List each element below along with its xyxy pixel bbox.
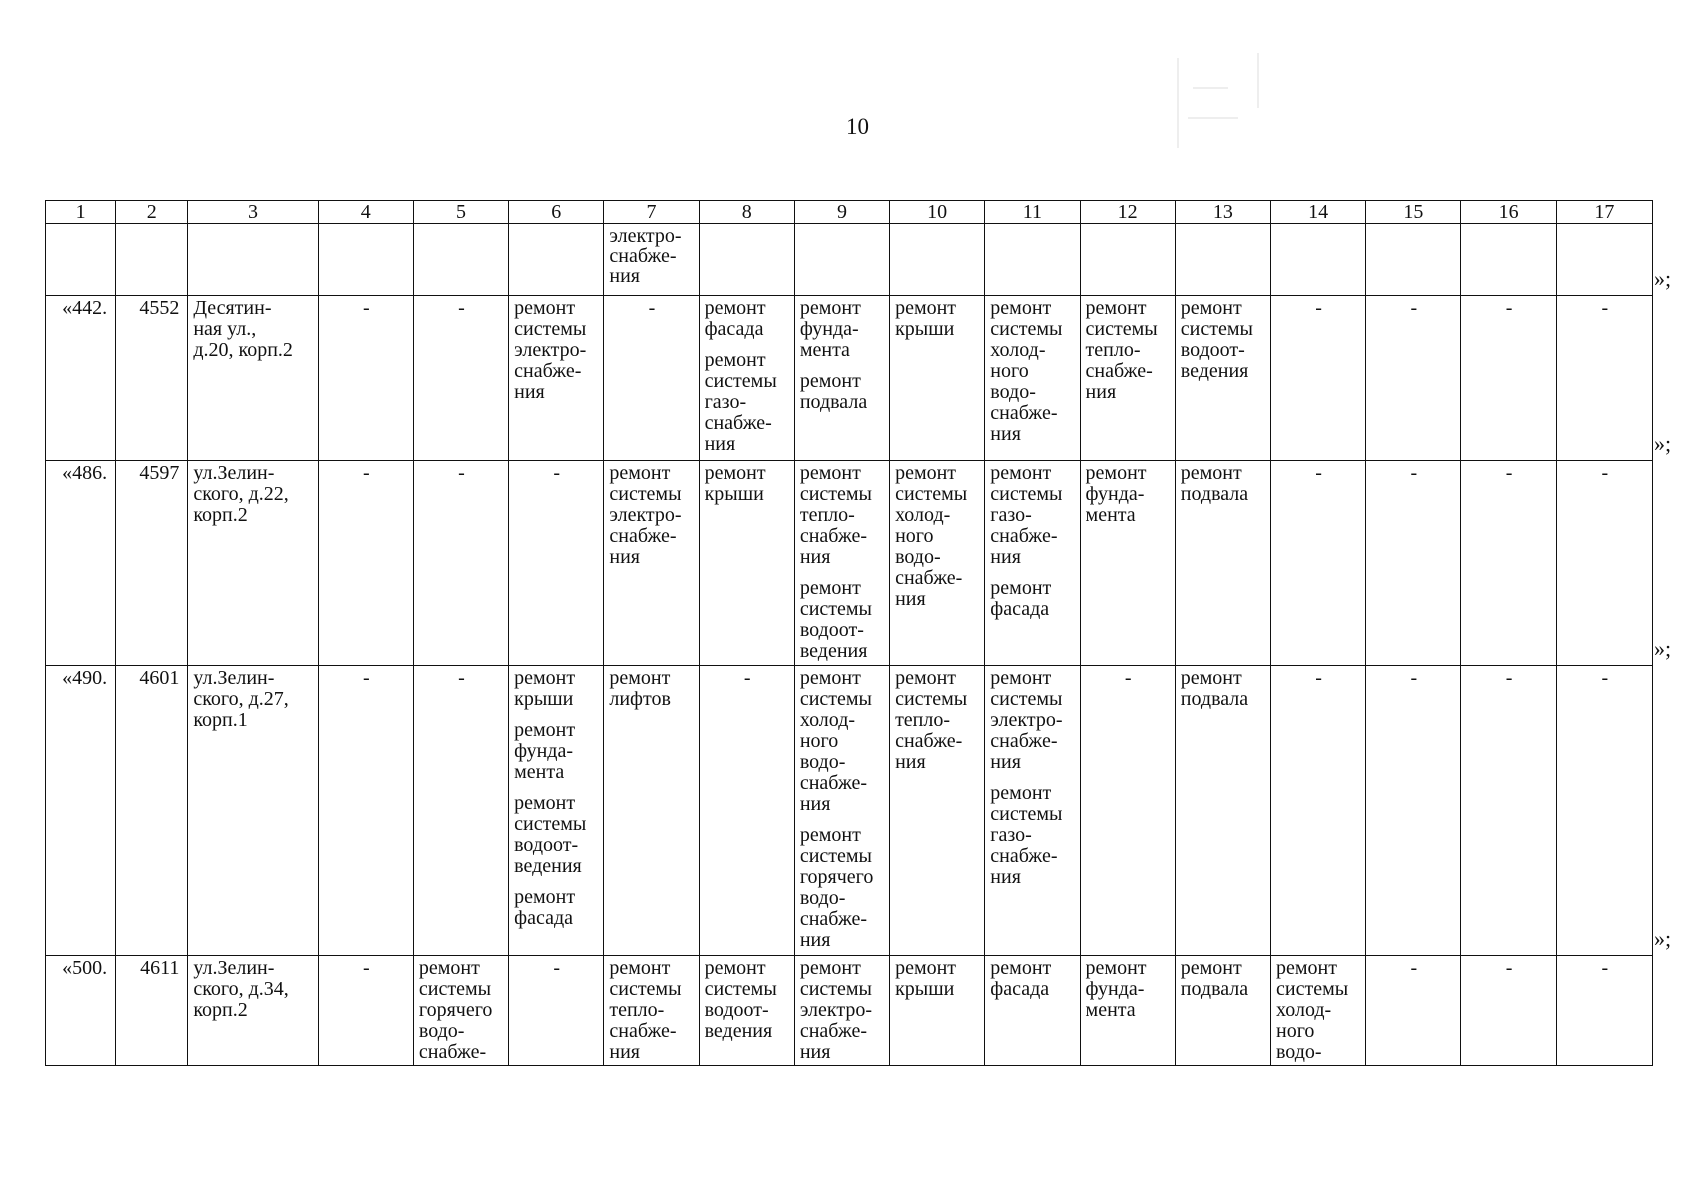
cell-c11 <box>985 666 1080 956</box>
column-header-8: 8 <box>699 201 794 224</box>
cell-c7: - <box>604 296 699 461</box>
repair-item: ремонт фунда- мента <box>1085 957 1147 1021</box>
row-suffix: »; <box>1654 265 1672 291</box>
cell-c10 <box>890 956 985 1066</box>
cell-col-2 <box>116 224 188 296</box>
cell-c7 <box>604 956 699 1066</box>
cell-c17: - <box>1556 461 1652 666</box>
column-header-9: 9 <box>794 201 889 224</box>
building-code: 4552 <box>116 296 188 461</box>
cell-c10 <box>890 666 985 956</box>
repair-item: ремонт крыши <box>704 462 766 505</box>
cell-c6 <box>509 296 604 461</box>
column-header-11: 11 <box>985 201 1080 224</box>
cell-c17: - <box>1556 666 1652 956</box>
cell-col-11 <box>985 224 1080 296</box>
building-address: ул.Зелин- ского, д.22, корп.2 <box>188 461 318 666</box>
cell-col-14 <box>1271 224 1366 296</box>
repair-item: ремонт лифтов <box>609 667 671 710</box>
column-header-7: 7 <box>604 201 699 224</box>
repair-item: ремонт фасада <box>990 577 1052 620</box>
cell-c4: - <box>318 461 413 666</box>
repair-item: ремонт системы газо- снабже- ния <box>990 782 1063 888</box>
cell-c6: - <box>509 461 604 666</box>
cell-c10 <box>890 296 985 461</box>
cell-c13 <box>1175 956 1270 1066</box>
cell-c4: - <box>318 296 413 461</box>
cell-col-12 <box>1080 224 1175 296</box>
repair-item: ремонт фунда- мента <box>799 297 861 361</box>
cell-c5: - <box>413 666 508 956</box>
cell-col-7: электро- снабже- ния <box>604 224 699 296</box>
column-header-16: 16 <box>1461 201 1556 224</box>
cell-c14: - <box>1271 461 1366 666</box>
repair-item: ремонт системы электро- снабже- ния <box>609 462 682 568</box>
cell-c11 <box>985 296 1080 461</box>
repair-item: ремонт системы водоот- ведения <box>1180 297 1253 382</box>
repair-item: ремонт фасада <box>514 886 576 929</box>
repair-item: ремонт системы водоот- ведения <box>514 792 587 877</box>
cell-c11 <box>985 461 1080 666</box>
cell-c6: - <box>509 956 604 1066</box>
repair-item: ремонт крыши <box>514 667 576 710</box>
cell-c12 <box>1080 956 1175 1066</box>
column-header-1: 1 <box>46 201 116 224</box>
column-header-2: 2 <box>116 201 188 224</box>
table-row <box>46 461 1653 666</box>
repair-item: ремонт системы тепло- снабже- ния <box>799 462 872 568</box>
row-suffix: »; <box>1654 635 1672 661</box>
cell-c11 <box>985 956 1080 1066</box>
cell-c4: - <box>318 666 413 956</box>
repair-item: ремонт системы тепло- снабже- ния <box>895 667 968 773</box>
repair-item: ремонт системы водоот- ведения <box>799 577 872 662</box>
cell-col-3 <box>188 224 318 296</box>
repair-item: ремонт системы газо- снабже- ния <box>704 349 777 455</box>
repair-item: ремонт системы водоот- ведения <box>704 957 777 1042</box>
repair-item: ремонт подвала <box>1180 957 1249 1000</box>
cell-c15: - <box>1366 666 1461 956</box>
repair-item: ремонт подвала <box>799 370 868 413</box>
cell-c12: - <box>1080 666 1175 956</box>
cell-c17: - <box>1556 296 1652 461</box>
repair-item: ремонт подвала <box>1180 462 1249 505</box>
cell-c7 <box>604 461 699 666</box>
row-number: «490. <box>46 666 116 956</box>
scan-artifact-mark <box>1168 48 1278 158</box>
repair-item: ремонт системы тепло- снабже- ния <box>609 957 682 1063</box>
cell-c16: - <box>1461 666 1556 956</box>
cell-c12 <box>1080 296 1175 461</box>
repair-item: ремонт системы холод- ного водо- снабже- ния <box>990 297 1063 445</box>
building-code: 4601 <box>116 666 188 956</box>
column-header-3: 3 <box>188 201 318 224</box>
cell-c17: - <box>1556 956 1652 1066</box>
repair-item: ремонт системы электро- снабже- ния <box>799 957 873 1063</box>
row-suffix: »; <box>1654 430 1672 456</box>
cell-c12 <box>1080 461 1175 666</box>
building-address: Десятин- ная ул., д.20, корп.2 <box>188 296 318 461</box>
page-number: 10 <box>846 114 869 139</box>
repair-item: ремонт фасада <box>990 957 1052 1000</box>
repair-item: ремонт крыши <box>895 297 957 340</box>
column-header-10: 10 <box>890 201 985 224</box>
cell-c14 <box>1271 956 1366 1066</box>
cell-c5: - <box>413 461 508 666</box>
cell-c4: - <box>318 956 413 1066</box>
repair-item: ремонт подвала <box>1180 667 1249 710</box>
cell-col-4 <box>318 224 413 296</box>
column-header-6: 6 <box>509 201 604 224</box>
continuation-row <box>46 224 1653 296</box>
building-address: ул.Зелин- ского, д.34, корп.2 <box>188 956 318 1066</box>
cell-c6 <box>509 666 604 956</box>
cell-c7 <box>604 666 699 956</box>
cell-c16: - <box>1461 461 1556 666</box>
row-number: «500. <box>46 956 116 1066</box>
cell-c13 <box>1175 666 1270 956</box>
cell-col-15 <box>1366 224 1461 296</box>
table-row <box>46 956 1653 1066</box>
cell-col-9 <box>794 224 889 296</box>
cell-c15: - <box>1366 956 1461 1066</box>
cell-c8 <box>699 956 794 1066</box>
cell-c16: - <box>1461 296 1556 461</box>
repair-item: ремонт фасада <box>704 297 766 340</box>
cell-col-5 <box>413 224 508 296</box>
building-code: 4611 <box>116 956 188 1066</box>
repair-item: ремонт фунда- мента <box>514 719 576 783</box>
building-code: 4597 <box>116 461 188 666</box>
cell-col-17 <box>1556 224 1652 296</box>
repair-item: ремонт системы электро- снабже- ния <box>514 297 587 403</box>
cell-col-16 <box>1461 224 1556 296</box>
cell-c10 <box>890 461 985 666</box>
cell-c15: - <box>1366 296 1461 461</box>
cell-c5 <box>413 956 508 1066</box>
row-suffix: »; <box>1654 925 1672 951</box>
cell-c9 <box>794 956 889 1066</box>
cell-c5: - <box>413 296 508 461</box>
cell-col-1 <box>46 224 116 296</box>
column-header-4: 4 <box>318 201 413 224</box>
repair-item: ремонт системы газо- снабже- ния <box>990 462 1063 568</box>
repair-item: ремонт системы электро- снабже- ния <box>990 667 1063 773</box>
cell-c8 <box>699 461 794 666</box>
cell-c15: - <box>1366 461 1461 666</box>
table-row <box>46 296 1653 461</box>
table-body <box>46 224 1653 1066</box>
column-header-12: 12 <box>1080 201 1175 224</box>
table-header <box>46 201 1653 224</box>
header-row <box>46 201 1653 224</box>
repair-item: ремонт системы холод- ного водо- снабже- ния <box>799 667 872 815</box>
column-header-15: 15 <box>1366 201 1461 224</box>
cell-col-6 <box>509 224 604 296</box>
repair-item: ремонт крыши <box>895 957 957 1000</box>
cell-c9 <box>794 296 889 461</box>
cell-col-8 <box>699 224 794 296</box>
cell-c14: - <box>1271 296 1366 461</box>
row-number: «486. <box>46 461 116 666</box>
column-header-5: 5 <box>413 201 508 224</box>
table-row <box>46 666 1653 956</box>
repair-schedule-table <box>45 200 1653 1066</box>
repair-item: ремонт системы холод- ного водо- снабже- ния <box>895 462 968 610</box>
repair-item: ремонт фунда- мента <box>1085 462 1147 526</box>
repair-item: ремонт системы горячего водо- снабже- <box>418 957 493 1063</box>
cell-c9 <box>794 461 889 666</box>
cell-c14: - <box>1271 666 1366 956</box>
cell-c16: - <box>1461 956 1556 1066</box>
column-header-17: 17 <box>1556 201 1652 224</box>
repair-item: ремонт системы холод- ного водо- <box>1276 957 1349 1063</box>
cell-c9 <box>794 666 889 956</box>
cell-c13 <box>1175 461 1270 666</box>
repair-item: ремонт системы горячего водо- снабже- ния <box>799 824 874 951</box>
column-header-14: 14 <box>1271 201 1366 224</box>
cell-c8: - <box>699 666 794 956</box>
cell-col-10 <box>890 224 985 296</box>
cell-c13 <box>1175 296 1270 461</box>
building-address: ул.Зелин- ского, д.27, корп.1 <box>188 666 318 956</box>
repair-item: ремонт системы тепло- снабже- ния <box>1085 297 1158 403</box>
column-header-13: 13 <box>1175 201 1270 224</box>
row-number: «442. <box>46 296 116 461</box>
cell-col-13 <box>1175 224 1270 296</box>
cell-c8 <box>699 296 794 461</box>
